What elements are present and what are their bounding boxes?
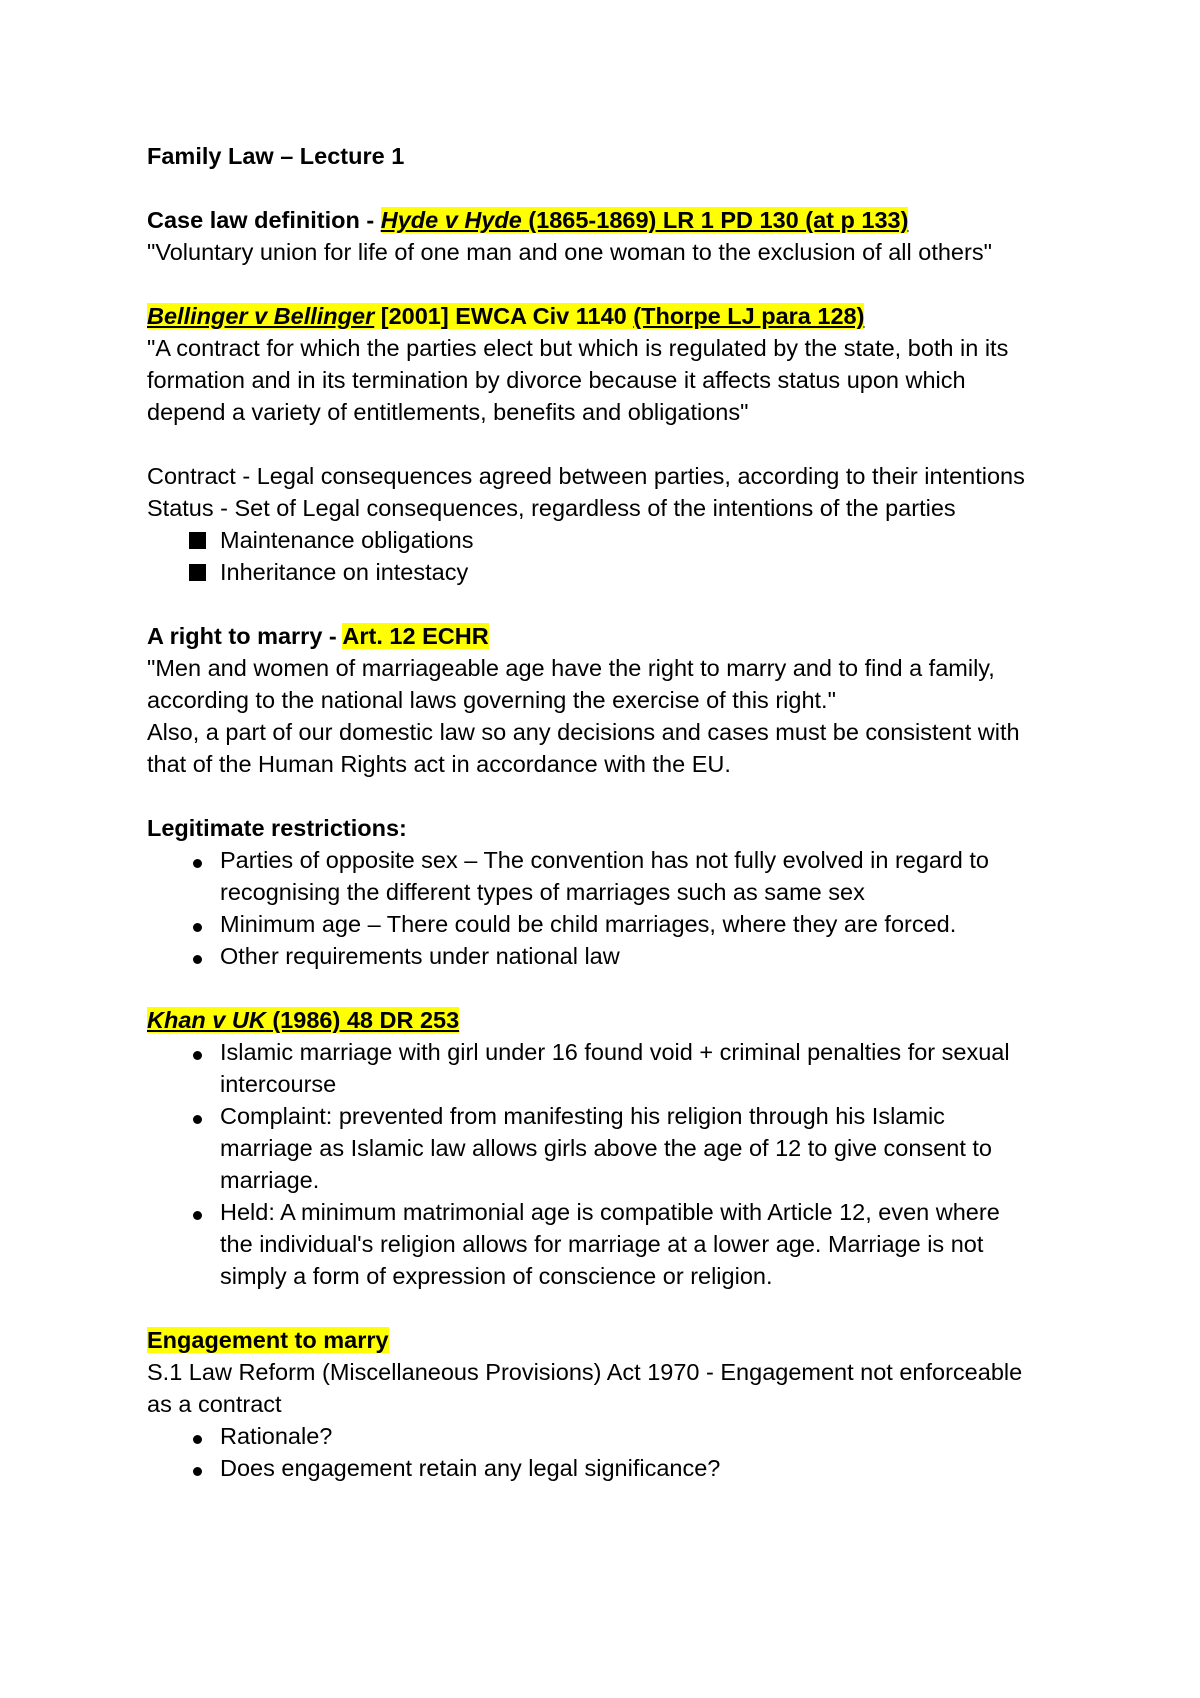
right-to-marry-label: A right to marry - [147, 623, 343, 649]
bellinger-pinpoint: (Thorpe LJ para 128) [633, 303, 865, 329]
engagement-list [147, 1420, 1077, 1484]
right-to-marry-heading [147, 620, 1077, 652]
case-law-heading [147, 204, 1077, 236]
case-law-label: Case law definition - [147, 207, 381, 233]
document-page [147, 140, 1077, 1484]
khan-highlight [147, 1007, 459, 1033]
hyde-citation: (1865-1869) LR 1 PD 130 (at p 133) [521, 207, 909, 233]
bellinger-quote-line: formation and in its termination by divorce because it affects status upon which [147, 367, 966, 393]
bullet-icon [187, 1100, 207, 1132]
restrictions-list [147, 844, 1077, 972]
engagement-heading-row [147, 1324, 1077, 1356]
bellinger-highlight [147, 303, 864, 329]
hyde-quote: "Voluntary union for life of one man and one woman to the exclusion of all others" [147, 239, 992, 265]
bullet-icon [187, 1452, 207, 1484]
bullet-icon [187, 1420, 207, 1452]
khan-heading [147, 1004, 1077, 1036]
engagement-text-line: as a contract [147, 1391, 282, 1417]
engagement-heading: Engagement to marry [147, 1327, 389, 1353]
list-item: Parties of opposite sex – The convention has not fully evolved in regard to recognising the different types of marriages such as same sex [147, 844, 1077, 908]
page-title: Family Law – Lecture 1 [147, 143, 405, 169]
list-item: Minimum age – There could be child marriages, where they are forced. [147, 908, 1077, 940]
status-list [147, 524, 1077, 588]
square-bullet-icon [187, 524, 207, 557]
hyde-case-name: Hyde v Hyde [380, 207, 522, 233]
khan-case-name: Khan v UK [147, 1007, 266, 1033]
list-item: Held: A minimum matrimonial age is compatible with Article 12, even where the individual's religion allows for marriage at a lower age. Marriage is not simply a form of expression of conscience or religion. [147, 1196, 1077, 1292]
bullet-icon [187, 844, 207, 876]
echr-note-line: that of the Human Rights act in accordance with the EU. [147, 751, 731, 777]
bellinger-quote-line: "A contract for which the parties elect but which is regulated by the state, both in its [147, 335, 1009, 361]
restrictions-heading: Legitimate restrictions: [147, 815, 407, 841]
bellinger-quote-line: depend a variety of entitlements, benefits and obligations" [147, 399, 749, 425]
contract-definition: Contract - Legal consequences agreed between parties, according to their intentions [147, 463, 1025, 489]
status-definition: Status - Set of Legal consequences, regardless of the intentions of the parties [147, 495, 956, 521]
bellinger-case-name: Bellinger v Bellinger [147, 303, 375, 329]
echr-quote-line: according to the national laws governing the exercise of this right." [147, 687, 836, 713]
engagement-text-line: S.1 Law Reform (Miscellaneous Provisions) Act 1970 - Engagement not enforceable [147, 1359, 1023, 1385]
list-item: Does engagement retain any legal significance? [147, 1452, 1077, 1484]
bullet-icon [187, 1036, 207, 1068]
article-12-highlight: Art. 12 ECHR [342, 623, 489, 649]
hyde-citation-highlight [381, 207, 909, 233]
echr-note-line: Also, a part of our domestic law so any decisions and cases must be consistent with [147, 719, 1020, 745]
bullet-icon [187, 940, 207, 972]
list-item: Other requirements under national law [147, 940, 1077, 972]
bellinger-heading [147, 300, 1077, 332]
bellinger-citation: [2001] EWCA Civ 1140 [374, 303, 634, 329]
list-item: Inheritance on intestacy [147, 556, 1077, 588]
khan-citation: (1986) 48 DR 253 [265, 1007, 460, 1033]
list-item: Complaint: prevented from manifesting his religion through his Islamic marriage as Islamic law allows girls above the age of 12 to give consent to marriage. [147, 1100, 1077, 1196]
khan-list [147, 1036, 1077, 1292]
echr-quote-line: "Men and women of marriageable age have the right to marry and to find a family, [147, 655, 995, 681]
bullet-icon [187, 1196, 207, 1228]
list-item: Rationale? [147, 1420, 1077, 1452]
square-bullet-icon [187, 556, 207, 589]
list-item: Maintenance obligations [147, 524, 1077, 556]
bullet-icon [187, 908, 207, 940]
list-item: Islamic marriage with girl under 16 found void + criminal penalties for sexual intercourse [147, 1036, 1077, 1100]
